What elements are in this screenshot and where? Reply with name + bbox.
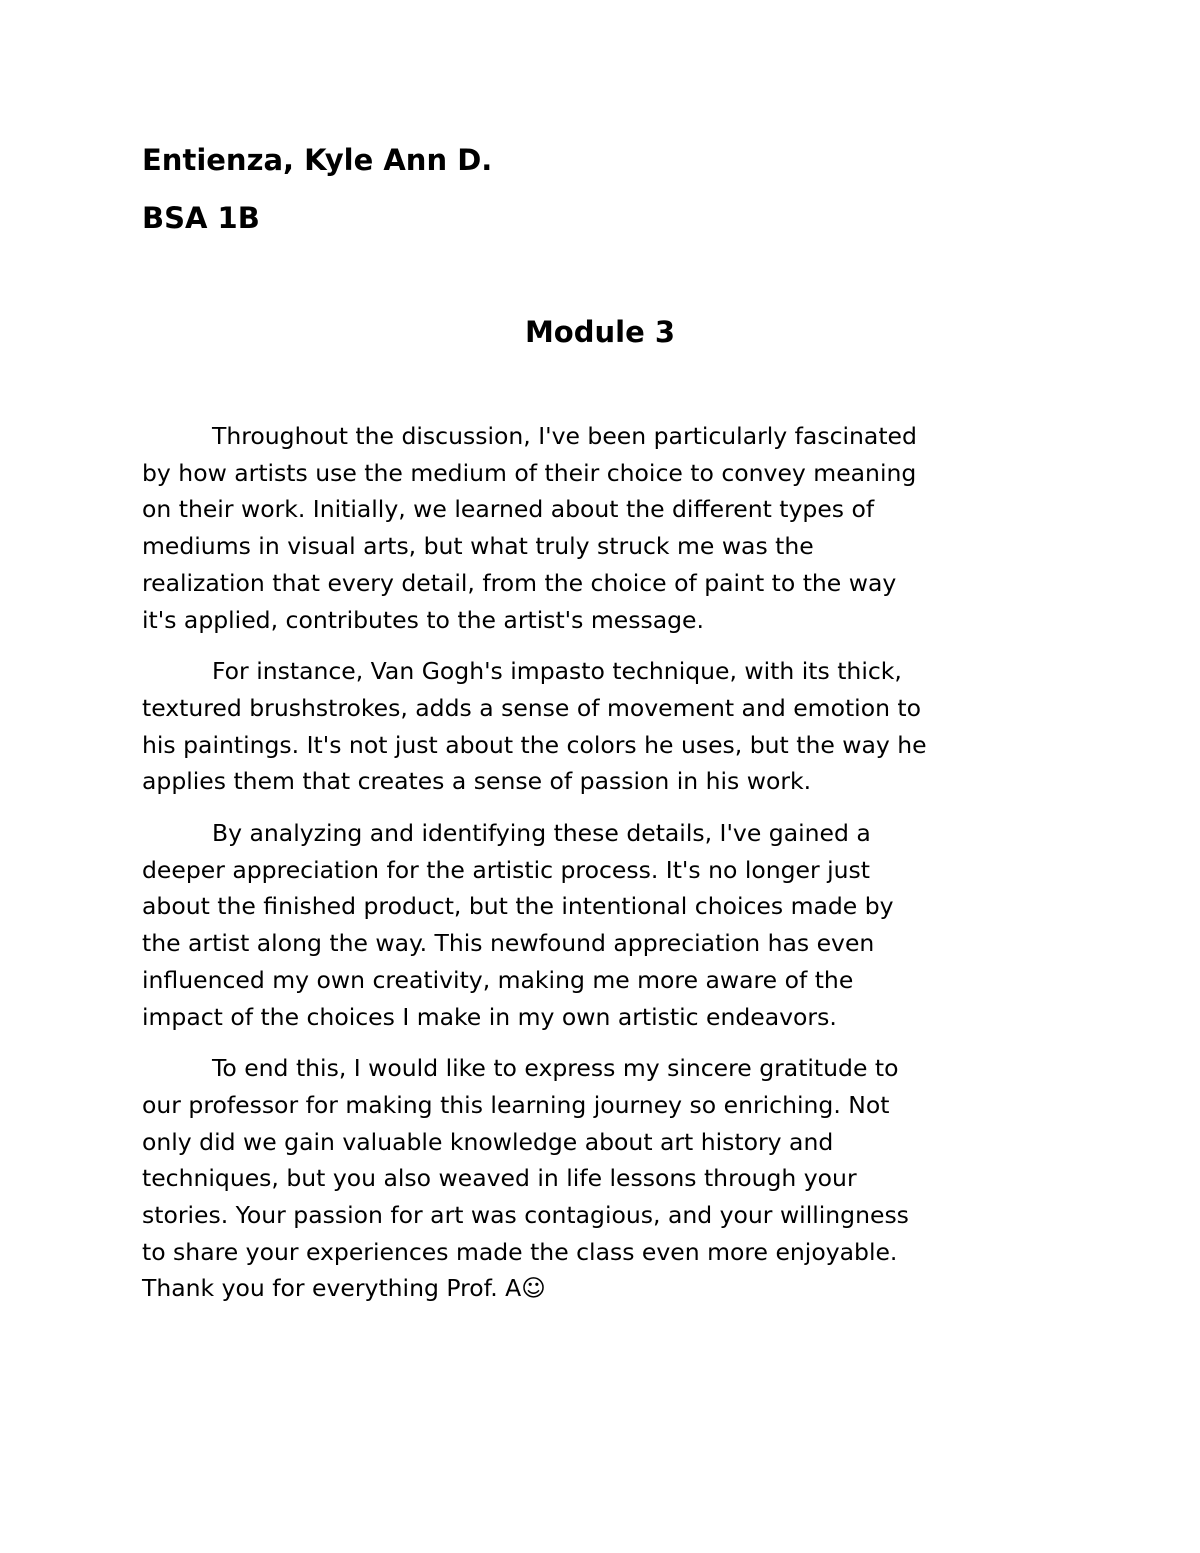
paragraph-line: For instance, Van Gogh's impasto technique, with its thick, bbox=[212, 657, 902, 686]
paragraph-line: it's applied, contributes to the artist's message. bbox=[142, 605, 704, 634]
paragraph-line: realization that every detail, from the choice of paint to the way bbox=[142, 568, 897, 597]
paragraph-line: our professor for making this learning journey so enriching. Not bbox=[142, 1090, 890, 1119]
paragraph-2 bbox=[142, 653, 1072, 800]
paragraph-line: impact of the choices I make in my own artistic endeavors. bbox=[142, 1002, 837, 1031]
paragraph-line: on their work. Initially, we learned about the different types of bbox=[142, 495, 875, 524]
paragraph-line: To end this, I would like to express my sincere gratitude to bbox=[212, 1054, 899, 1083]
paragraph-line: his paintings. It's not just about the colors he uses, but the way he bbox=[142, 730, 927, 759]
paragraph-line: deeper appreciation for the artistic process. It's no longer just bbox=[142, 855, 871, 884]
paragraph-line: by how artists use the medium of their choice to convey meaning bbox=[142, 458, 917, 487]
paragraph-line: techniques, but you also weaved in life lessons through your bbox=[142, 1164, 857, 1193]
paragraph-line: to share your experiences made the class even more enjoyable. bbox=[142, 1237, 898, 1266]
paragraph-3 bbox=[142, 815, 1072, 1035]
paragraph-line: Throughout the discussion, I've been particularly fascinated bbox=[212, 422, 917, 450]
paragraph-4 bbox=[142, 1050, 1072, 1307]
essay-body bbox=[142, 418, 1072, 1322]
paragraph-line: stories. Your passion for art was contagious, and your willingness bbox=[142, 1201, 909, 1230]
paragraph-line: the artist along the way. This newfound appreciation has even bbox=[142, 929, 875, 958]
paragraph-line: about the finished product, but the intentional choices made by bbox=[142, 892, 894, 921]
paragraph-line: Thank you for everything Prof. A☺ bbox=[142, 1274, 546, 1303]
paragraph-line: only did we gain valuable knowledge about art history and bbox=[142, 1127, 834, 1156]
course-section: BSA 1B bbox=[142, 201, 260, 235]
module-title: Module 3 bbox=[524, 315, 676, 349]
paragraph-line: By analyzing and identifying these details, I've gained a bbox=[212, 819, 871, 848]
paragraph-line: influenced my own creativity, making me more aware of the bbox=[142, 965, 854, 994]
author-name: Entienza, Kyle Ann D. bbox=[142, 143, 493, 177]
paragraph-line: mediums in visual arts, but what truly struck me was the bbox=[142, 532, 814, 561]
paragraph-line: applies them that creates a sense of passion in his work. bbox=[142, 767, 812, 796]
paragraph-line: textured brushstrokes, adds a sense of movement and emotion to bbox=[142, 693, 922, 722]
paragraph-1 bbox=[142, 418, 1072, 638]
